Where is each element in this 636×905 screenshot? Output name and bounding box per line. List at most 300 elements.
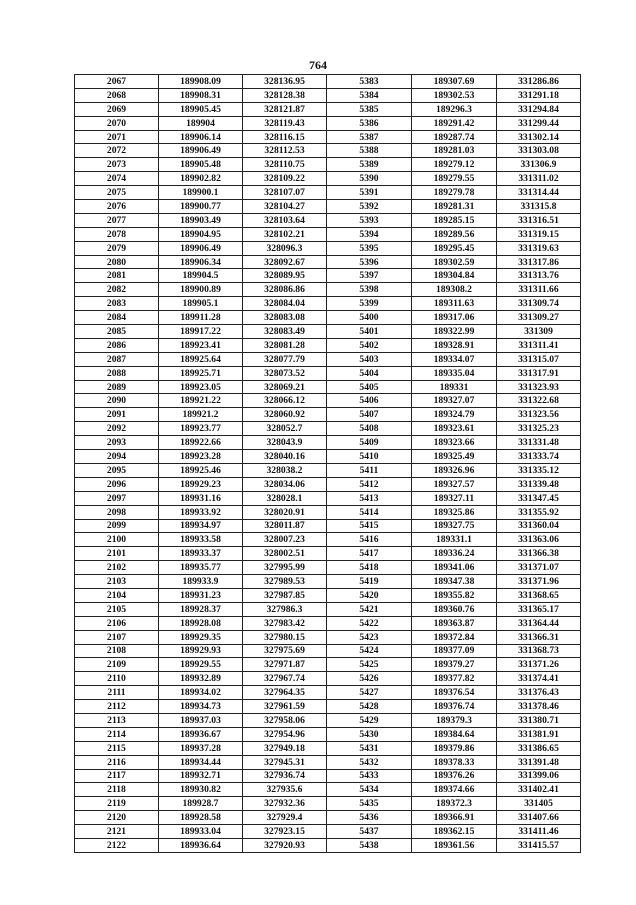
point-id-left-cell: 2115	[75, 741, 159, 755]
point-id-left-cell: 2068	[75, 88, 159, 102]
y-coordinate-right-cell: 331415.57	[497, 838, 581, 852]
x-coordinate-left-cell: 189911.28	[159, 311, 243, 325]
point-id-right-cell: 5384	[327, 88, 412, 102]
point-id-right-cell: 5386	[327, 116, 412, 130]
point-id-right-cell: 5409	[327, 436, 412, 450]
y-coordinate-right-cell: 331314.44	[497, 186, 581, 200]
x-coordinate-left-cell: 189936.67	[159, 727, 243, 741]
table-row	[75, 616, 581, 630]
y-coordinate-left-cell: 327986.3	[243, 602, 327, 616]
point-id-right-cell: 5411	[327, 463, 412, 477]
y-coordinate-left-cell: 327983.42	[243, 616, 327, 630]
y-coordinate-left-cell: 328103.64	[243, 213, 327, 227]
x-coordinate-left-cell: 189933.37	[159, 547, 243, 561]
y-coordinate-right-cell: 331366.31	[497, 630, 581, 644]
x-coordinate-left-cell: 189932.89	[159, 672, 243, 686]
table-row	[75, 463, 581, 477]
y-coordinate-left-cell: 327929.4	[243, 811, 327, 825]
table-row	[75, 838, 581, 852]
x-coordinate-right-cell: 189285.15	[412, 213, 497, 227]
table-row	[75, 213, 581, 227]
x-coordinate-left-cell: 189928.08	[159, 616, 243, 630]
point-id-right-cell: 5416	[327, 533, 412, 547]
y-coordinate-left-cell: 328066.12	[243, 394, 327, 408]
x-coordinate-right-cell: 189347.38	[412, 575, 497, 589]
x-coordinate-right-cell: 189291.42	[412, 116, 497, 130]
point-id-left-cell: 2080	[75, 255, 159, 269]
point-id-right-cell: 5394	[327, 227, 412, 241]
table-row	[75, 825, 581, 839]
point-id-right-cell: 5388	[327, 144, 412, 158]
table-row	[75, 352, 581, 366]
y-coordinate-right-cell: 331374.41	[497, 672, 581, 686]
point-id-right-cell: 5389	[327, 158, 412, 172]
x-coordinate-left-cell: 189925.46	[159, 463, 243, 477]
y-coordinate-right-cell: 331311.41	[497, 338, 581, 352]
point-id-right-cell: 5406	[327, 394, 412, 408]
point-id-left-cell: 2111	[75, 686, 159, 700]
point-id-left-cell: 2117	[75, 769, 159, 783]
point-id-right-cell: 5437	[327, 825, 412, 839]
point-id-right-cell: 5397	[327, 269, 412, 283]
x-coordinate-left-cell: 189933.9	[159, 575, 243, 589]
y-coordinate-left-cell: 327975.69	[243, 644, 327, 658]
table-row	[75, 755, 581, 769]
table-row	[75, 713, 581, 727]
y-coordinate-right-cell: 331317.91	[497, 366, 581, 380]
point-id-left-cell: 2104	[75, 588, 159, 602]
y-coordinate-right-cell: 331303.08	[497, 144, 581, 158]
table-row	[75, 88, 581, 102]
x-coordinate-right-cell: 189317.06	[412, 311, 497, 325]
x-coordinate-left-cell: 189933.04	[159, 825, 243, 839]
table-row	[75, 769, 581, 783]
point-id-left-cell: 2085	[75, 325, 159, 339]
x-coordinate-left-cell: 189905.1	[159, 297, 243, 311]
point-id-left-cell: 2076	[75, 200, 159, 214]
x-coordinate-right-cell: 189326.96	[412, 463, 497, 477]
y-coordinate-left-cell: 328002.51	[243, 547, 327, 561]
point-id-right-cell: 5425	[327, 658, 412, 672]
x-coordinate-left-cell: 189921.2	[159, 408, 243, 422]
x-coordinate-right-cell: 189331.1	[412, 533, 497, 547]
point-id-left-cell: 2101	[75, 547, 159, 561]
point-id-left-cell: 2098	[75, 505, 159, 519]
point-id-left-cell: 2105	[75, 602, 159, 616]
x-coordinate-right-cell: 189327.07	[412, 394, 497, 408]
x-coordinate-right-cell: 189362.15	[412, 825, 497, 839]
x-coordinate-right-cell: 189334.07	[412, 352, 497, 366]
y-coordinate-left-cell: 327954.96	[243, 727, 327, 741]
x-coordinate-right-cell: 189376.54	[412, 686, 497, 700]
x-coordinate-left-cell: 189923.28	[159, 450, 243, 464]
y-coordinate-right-cell: 331399.06	[497, 769, 581, 783]
y-coordinate-right-cell: 331313.76	[497, 269, 581, 283]
x-coordinate-left-cell: 189925.64	[159, 352, 243, 366]
point-id-left-cell: 2110	[75, 672, 159, 686]
y-coordinate-right-cell: 331371.26	[497, 658, 581, 672]
y-coordinate-right-cell: 331366.38	[497, 547, 581, 561]
point-id-right-cell: 5414	[327, 505, 412, 519]
y-coordinate-left-cell: 328086.86	[243, 283, 327, 297]
y-coordinate-left-cell: 328011.87	[243, 519, 327, 533]
y-coordinate-left-cell: 328020.91	[243, 505, 327, 519]
x-coordinate-right-cell: 189366.91	[412, 811, 497, 825]
point-id-left-cell: 2082	[75, 283, 159, 297]
point-id-left-cell: 2108	[75, 644, 159, 658]
y-coordinate-right-cell: 331319.15	[497, 227, 581, 241]
x-coordinate-right-cell: 189327.75	[412, 519, 497, 533]
point-id-left-cell: 2109	[75, 658, 159, 672]
x-coordinate-left-cell: 189935.77	[159, 561, 243, 575]
y-coordinate-right-cell: 331315.8	[497, 200, 581, 214]
y-coordinate-left-cell: 327945.31	[243, 755, 327, 769]
table-row	[75, 116, 581, 130]
table-row	[75, 700, 581, 714]
y-coordinate-left-cell: 328069.21	[243, 380, 327, 394]
x-coordinate-right-cell: 189304.84	[412, 269, 497, 283]
y-coordinate-left-cell: 328040.16	[243, 450, 327, 464]
x-coordinate-right-cell: 189279.78	[412, 186, 497, 200]
point-id-right-cell: 5428	[327, 700, 412, 714]
x-coordinate-right-cell: 189295.45	[412, 241, 497, 255]
x-coordinate-left-cell: 189925.71	[159, 366, 243, 380]
x-coordinate-right-cell: 189323.66	[412, 436, 497, 450]
table-row	[75, 686, 581, 700]
y-coordinate-left-cell: 327920.93	[243, 838, 327, 852]
table-row	[75, 297, 581, 311]
table-row	[75, 200, 581, 214]
x-coordinate-left-cell: 189905.48	[159, 158, 243, 172]
table-row	[75, 102, 581, 116]
x-coordinate-right-cell: 189384.64	[412, 727, 497, 741]
point-id-right-cell: 5415	[327, 519, 412, 533]
table-row	[75, 325, 581, 339]
table-row	[75, 366, 581, 380]
y-coordinate-right-cell: 331347.45	[497, 491, 581, 505]
y-coordinate-left-cell: 328104.27	[243, 200, 327, 214]
point-id-right-cell: 5420	[327, 588, 412, 602]
point-id-right-cell: 5422	[327, 616, 412, 630]
x-coordinate-right-cell: 189327.11	[412, 491, 497, 505]
y-coordinate-left-cell: 327995.99	[243, 561, 327, 575]
x-coordinate-right-cell: 189363.87	[412, 616, 497, 630]
point-id-right-cell: 5413	[327, 491, 412, 505]
point-id-left-cell: 2096	[75, 477, 159, 491]
y-coordinate-right-cell: 331299.44	[497, 116, 581, 130]
point-id-right-cell: 5400	[327, 311, 412, 325]
point-id-left-cell: 2084	[75, 311, 159, 325]
y-coordinate-left-cell: 327989.53	[243, 575, 327, 589]
point-id-right-cell: 5429	[327, 713, 412, 727]
point-id-left-cell: 2107	[75, 630, 159, 644]
y-coordinate-left-cell: 328102.21	[243, 227, 327, 241]
x-coordinate-right-cell: 189328.91	[412, 338, 497, 352]
table-body	[75, 75, 581, 853]
x-coordinate-right-cell: 189374.66	[412, 783, 497, 797]
table-row	[75, 283, 581, 297]
y-coordinate-right-cell: 331309.74	[497, 297, 581, 311]
table-row	[75, 811, 581, 825]
table-row	[75, 588, 581, 602]
x-coordinate-right-cell: 189325.86	[412, 505, 497, 519]
point-id-right-cell: 5410	[327, 450, 412, 464]
x-coordinate-left-cell: 189929.35	[159, 630, 243, 644]
y-coordinate-right-cell: 331309.27	[497, 311, 581, 325]
point-id-left-cell: 2073	[75, 158, 159, 172]
table-row	[75, 144, 581, 158]
point-id-left-cell: 2067	[75, 75, 159, 89]
point-id-right-cell: 5393	[327, 213, 412, 227]
x-coordinate-left-cell: 189928.58	[159, 811, 243, 825]
x-coordinate-right-cell: 189372.3	[412, 797, 497, 811]
y-coordinate-left-cell: 328092.67	[243, 255, 327, 269]
x-coordinate-left-cell: 189906.14	[159, 130, 243, 144]
point-id-right-cell: 5421	[327, 602, 412, 616]
x-coordinate-left-cell: 189917.22	[159, 325, 243, 339]
x-coordinate-right-cell: 189279.55	[412, 172, 497, 186]
x-coordinate-left-cell: 189900.1	[159, 186, 243, 200]
table-row	[75, 519, 581, 533]
x-coordinate-left-cell: 189928.7	[159, 797, 243, 811]
x-coordinate-left-cell: 189903.49	[159, 213, 243, 227]
x-coordinate-right-cell: 189296.3	[412, 102, 497, 116]
point-id-left-cell: 2116	[75, 755, 159, 769]
x-coordinate-right-cell: 189289.56	[412, 227, 497, 241]
y-coordinate-right-cell: 331317.86	[497, 255, 581, 269]
x-coordinate-right-cell: 189279.12	[412, 158, 497, 172]
y-coordinate-right-cell: 331311.02	[497, 172, 581, 186]
y-coordinate-left-cell: 328007.23	[243, 533, 327, 547]
table-row	[75, 186, 581, 200]
y-coordinate-left-cell: 328112.53	[243, 144, 327, 158]
table-row	[75, 741, 581, 755]
y-coordinate-right-cell: 331315.07	[497, 352, 581, 366]
x-coordinate-right-cell: 189335.04	[412, 366, 497, 380]
y-coordinate-right-cell: 331371.07	[497, 561, 581, 575]
point-id-left-cell: 2112	[75, 700, 159, 714]
x-coordinate-right-cell: 189355.82	[412, 588, 497, 602]
point-id-left-cell: 2069	[75, 102, 159, 116]
x-coordinate-left-cell: 189902.82	[159, 172, 243, 186]
y-coordinate-right-cell: 331378.46	[497, 700, 581, 714]
x-coordinate-right-cell: 189361.56	[412, 838, 497, 852]
x-coordinate-right-cell: 189378.33	[412, 755, 497, 769]
point-id-left-cell: 2089	[75, 380, 159, 394]
table-row	[75, 561, 581, 575]
x-coordinate-right-cell: 189302.53	[412, 88, 497, 102]
point-id-left-cell: 2070	[75, 116, 159, 130]
y-coordinate-left-cell: 328038.2	[243, 463, 327, 477]
x-coordinate-right-cell: 189379.86	[412, 741, 497, 755]
point-id-right-cell: 5405	[327, 380, 412, 394]
x-coordinate-left-cell: 189932.71	[159, 769, 243, 783]
point-id-right-cell: 5426	[327, 672, 412, 686]
point-id-right-cell: 5438	[327, 838, 412, 852]
x-coordinate-left-cell: 189929.23	[159, 477, 243, 491]
x-coordinate-left-cell: 189922.66	[159, 436, 243, 450]
y-coordinate-left-cell: 328060.92	[243, 408, 327, 422]
point-id-left-cell: 2087	[75, 352, 159, 366]
point-id-left-cell: 2113	[75, 713, 159, 727]
point-id-left-cell: 2091	[75, 408, 159, 422]
y-coordinate-left-cell: 327967.74	[243, 672, 327, 686]
point-id-left-cell: 2088	[75, 366, 159, 380]
table-row	[75, 227, 581, 241]
x-coordinate-right-cell: 189324.79	[412, 408, 497, 422]
point-id-right-cell: 5427	[327, 686, 412, 700]
x-coordinate-right-cell: 189307.69	[412, 75, 497, 89]
y-coordinate-left-cell: 328028.1	[243, 491, 327, 505]
x-coordinate-left-cell: 189934.73	[159, 700, 243, 714]
point-id-left-cell: 2092	[75, 422, 159, 436]
point-id-right-cell: 5432	[327, 755, 412, 769]
y-coordinate-left-cell: 328034.06	[243, 477, 327, 491]
x-coordinate-left-cell: 189904.5	[159, 269, 243, 283]
y-coordinate-right-cell: 331322.68	[497, 394, 581, 408]
point-id-right-cell: 5424	[327, 644, 412, 658]
y-coordinate-right-cell: 331368.65	[497, 588, 581, 602]
y-coordinate-right-cell: 331368.73	[497, 644, 581, 658]
table-row	[75, 436, 581, 450]
y-coordinate-right-cell: 331291.18	[497, 88, 581, 102]
point-id-left-cell: 2106	[75, 616, 159, 630]
table-row	[75, 338, 581, 352]
x-coordinate-left-cell: 189921.22	[159, 394, 243, 408]
x-coordinate-left-cell: 189934.44	[159, 755, 243, 769]
point-id-right-cell: 5430	[327, 727, 412, 741]
coordinates-table	[74, 74, 581, 853]
point-id-left-cell: 2097	[75, 491, 159, 505]
x-coordinate-left-cell: 189934.97	[159, 519, 243, 533]
y-coordinate-left-cell: 328084.04	[243, 297, 327, 311]
x-coordinate-left-cell: 189923.05	[159, 380, 243, 394]
point-id-left-cell: 2078	[75, 227, 159, 241]
x-coordinate-left-cell: 189929.55	[159, 658, 243, 672]
point-id-right-cell: 5408	[327, 422, 412, 436]
point-id-right-cell: 5435	[327, 797, 412, 811]
table-row	[75, 158, 581, 172]
y-coordinate-left-cell: 328073.52	[243, 366, 327, 380]
x-coordinate-right-cell: 189331	[412, 380, 497, 394]
point-id-right-cell: 5418	[327, 561, 412, 575]
table-row	[75, 533, 581, 547]
point-id-right-cell: 5383	[327, 75, 412, 89]
y-coordinate-left-cell: 327958.06	[243, 713, 327, 727]
y-coordinate-right-cell: 331306.9	[497, 158, 581, 172]
point-id-left-cell: 2072	[75, 144, 159, 158]
x-coordinate-left-cell: 189923.77	[159, 422, 243, 436]
y-coordinate-right-cell: 331391.48	[497, 755, 581, 769]
x-coordinate-left-cell: 189906.49	[159, 241, 243, 255]
point-id-left-cell: 2083	[75, 297, 159, 311]
x-coordinate-left-cell: 189931.23	[159, 588, 243, 602]
table-row	[75, 172, 581, 186]
x-coordinate-left-cell: 189937.28	[159, 741, 243, 755]
x-coordinate-right-cell: 189327.57	[412, 477, 497, 491]
y-coordinate-left-cell: 328121.87	[243, 102, 327, 116]
y-coordinate-right-cell: 331333.74	[497, 450, 581, 464]
x-coordinate-left-cell: 189934.02	[159, 686, 243, 700]
x-coordinate-left-cell: 189937.03	[159, 713, 243, 727]
y-coordinate-right-cell: 331411.46	[497, 825, 581, 839]
point-id-right-cell: 5402	[327, 338, 412, 352]
point-id-left-cell: 2094	[75, 450, 159, 464]
x-coordinate-left-cell: 189928.37	[159, 602, 243, 616]
x-coordinate-left-cell: 189905.45	[159, 102, 243, 116]
point-id-right-cell: 5431	[327, 741, 412, 755]
table-row	[75, 477, 581, 491]
point-id-left-cell: 2081	[75, 269, 159, 283]
table-row	[75, 75, 581, 89]
x-coordinate-left-cell: 189923.41	[159, 338, 243, 352]
y-coordinate-left-cell: 327964.35	[243, 686, 327, 700]
x-coordinate-left-cell: 189933.58	[159, 533, 243, 547]
y-coordinate-left-cell: 328083.49	[243, 325, 327, 339]
table-row	[75, 644, 581, 658]
y-coordinate-right-cell: 331316.51	[497, 213, 581, 227]
point-id-left-cell: 2095	[75, 463, 159, 477]
point-id-left-cell: 2071	[75, 130, 159, 144]
y-coordinate-left-cell: 328077.79	[243, 352, 327, 366]
point-id-right-cell: 5390	[327, 172, 412, 186]
point-id-left-cell: 2103	[75, 575, 159, 589]
y-coordinate-right-cell: 331405	[497, 797, 581, 811]
point-id-right-cell: 5401	[327, 325, 412, 339]
point-id-right-cell: 5395	[327, 241, 412, 255]
y-coordinate-right-cell: 331365.17	[497, 602, 581, 616]
point-id-left-cell: 2120	[75, 811, 159, 825]
table-row	[75, 783, 581, 797]
y-coordinate-left-cell: 328107.07	[243, 186, 327, 200]
point-id-left-cell: 2114	[75, 727, 159, 741]
y-coordinate-left-cell: 328089.95	[243, 269, 327, 283]
point-id-left-cell: 2102	[75, 561, 159, 575]
point-id-right-cell: 5436	[327, 811, 412, 825]
point-id-left-cell: 2075	[75, 186, 159, 200]
x-coordinate-left-cell: 189904	[159, 116, 243, 130]
y-coordinate-left-cell: 328110.75	[243, 158, 327, 172]
table-row	[75, 255, 581, 269]
y-coordinate-left-cell: 327961.59	[243, 700, 327, 714]
page-number: 764	[309, 58, 327, 72]
point-id-left-cell: 2118	[75, 783, 159, 797]
x-coordinate-right-cell: 189376.26	[412, 769, 497, 783]
table-row	[75, 269, 581, 283]
y-coordinate-right-cell: 331294.84	[497, 102, 581, 116]
x-coordinate-left-cell: 189936.64	[159, 838, 243, 852]
x-coordinate-left-cell: 189900.77	[159, 200, 243, 214]
x-coordinate-right-cell: 189325.49	[412, 450, 497, 464]
y-coordinate-right-cell: 331355.92	[497, 505, 581, 519]
x-coordinate-right-cell: 189281.31	[412, 200, 497, 214]
x-coordinate-right-cell: 189308.2	[412, 283, 497, 297]
y-coordinate-left-cell: 327923.15	[243, 825, 327, 839]
y-coordinate-right-cell: 331364.44	[497, 616, 581, 630]
point-id-left-cell: 2079	[75, 241, 159, 255]
x-coordinate-right-cell: 189377.82	[412, 672, 497, 686]
x-coordinate-left-cell: 189908.31	[159, 88, 243, 102]
point-id-right-cell: 5433	[327, 769, 412, 783]
x-coordinate-right-cell: 189377.09	[412, 644, 497, 658]
point-id-right-cell: 5392	[327, 200, 412, 214]
y-coordinate-left-cell: 327987.85	[243, 588, 327, 602]
x-coordinate-right-cell: 189287.74	[412, 130, 497, 144]
point-id-right-cell: 5417	[327, 547, 412, 561]
y-coordinate-right-cell: 331319.63	[497, 241, 581, 255]
y-coordinate-left-cell: 328116.15	[243, 130, 327, 144]
point-id-left-cell: 2077	[75, 213, 159, 227]
